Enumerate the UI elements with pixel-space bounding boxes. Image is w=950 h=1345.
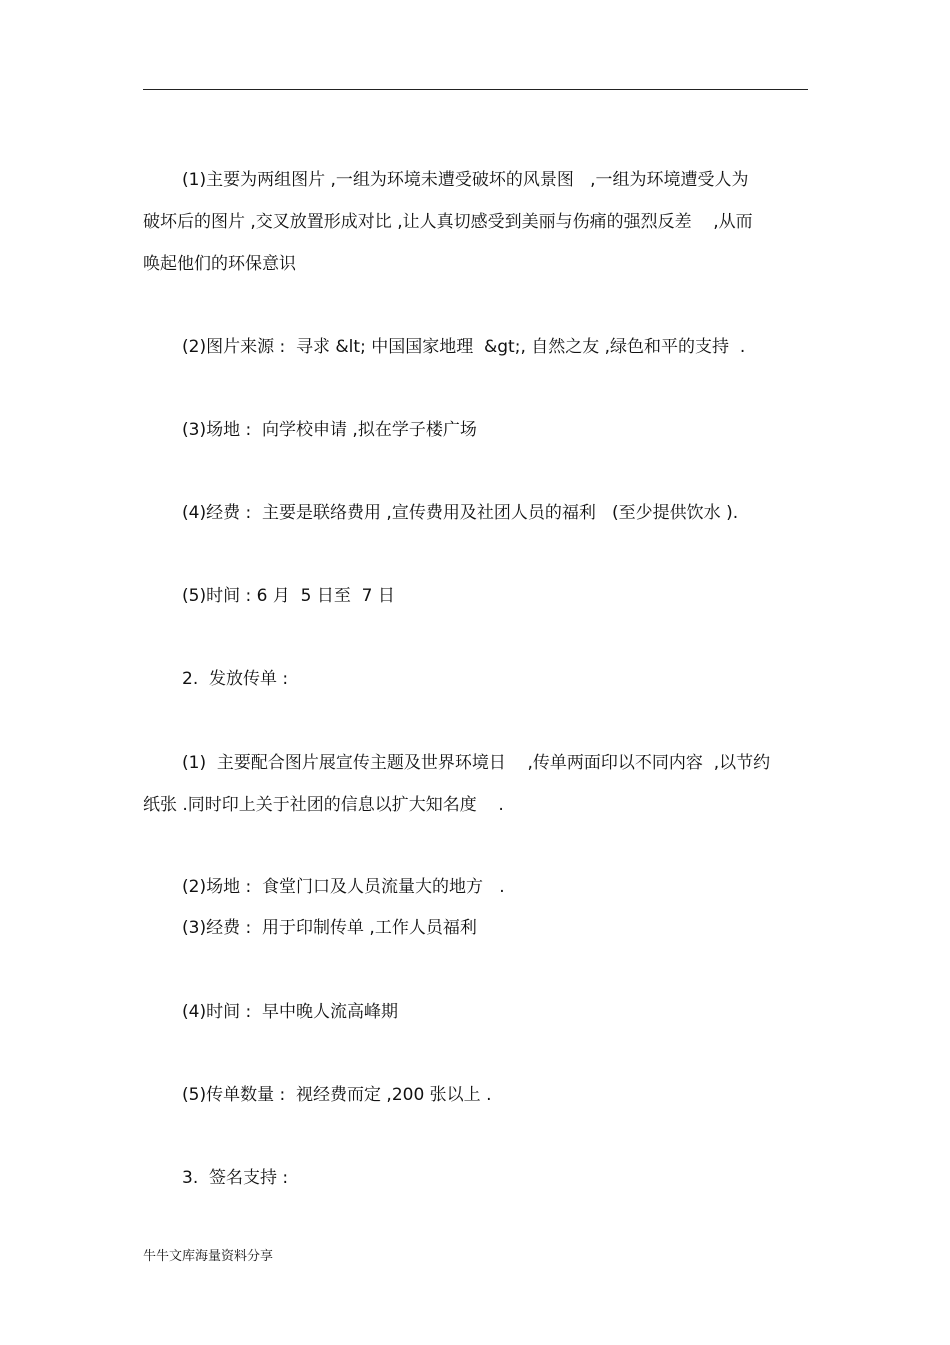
paragraph-1-line-3: 唤起他们的环保意识 xyxy=(143,254,296,274)
leaflet-item-1-line-1: (1) 主要配合图片展宣传主题及世界环境日 ,传单两面印以不同内容 ,以节约 xyxy=(182,753,771,773)
section-heading-signatures: 3. 签名支持 : xyxy=(182,1168,289,1188)
item-budget: (4)经费 : 主要是联络费用 ,宣传费用及社团人员的福利 (至少提供饮水 ). xyxy=(182,503,739,523)
section-heading-leaflets: 2. 发放传单 : xyxy=(182,669,289,689)
leaflet-item-time: (4)时间 : 早中晚人流高峰期 xyxy=(182,1002,399,1022)
paragraph-1-line-2: 破坏后的图片 ,交叉放置形成对比 ,让人真切感受到美丽与伤痛的强烈反差 ,从而 xyxy=(143,212,753,232)
leaflet-item-budget: (3)经费 : 用于印制传单 ,工作人员福利 xyxy=(182,918,477,938)
item-image-source: (2)图片来源 : 寻求 &lt; 中国国家地理 &gt;, 自然之友 ,绿色和平的支持 . xyxy=(182,337,746,357)
leaflet-item-quantity: (5)传单数量 : 视经费而定 ,200 张以上 . xyxy=(182,1085,492,1105)
header-rule xyxy=(143,89,808,90)
item-venue: (3)场地 : 向学校申请 ,拟在学子楼广场 xyxy=(182,420,477,440)
leaflet-item-1-line-2: 纸张 .同时印上关于社团的信息以扩大知名度 . xyxy=(143,795,504,815)
page-footer: 牛牛文库海量资料分享 xyxy=(143,1249,274,1264)
paragraph-1-line-1: (1)主要为两组图片 ,一组为环境未遭受破坏的风景图 ,一组为环境遭受人为 xyxy=(182,170,749,190)
leaflet-item-venue: (2)场地 : 食堂门口及人员流量大的地方 . xyxy=(182,877,505,897)
item-time: (5)时间 : 6 月 5 日至 7 日 xyxy=(182,586,395,606)
